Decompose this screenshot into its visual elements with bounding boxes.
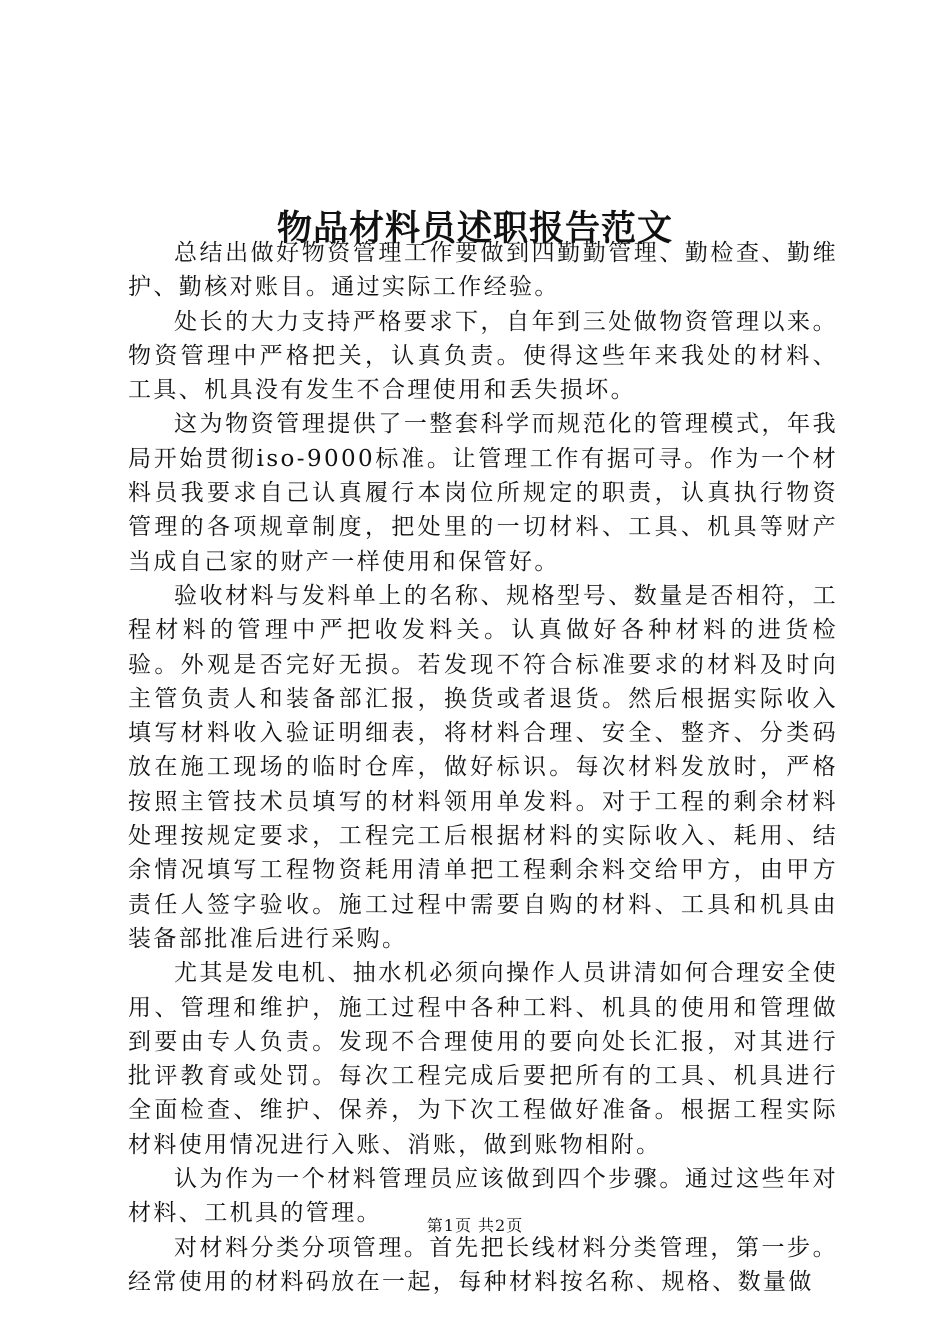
paragraph-3: 这为物资管理提供了一整套科学而规范化的管理模式，年我局开始贯彻iso-9000标准。让管理工作有据可寻。作为一个材料员我要求自己认真履行本岗位所规定的职责，认真执行物资管理的各项规章制度，把处里的一切材料、工具、机具等财产当成自己家的财产一样使用和保管好。 <box>128 411 838 575</box>
paragraph-5: 尤其是发电机、抽水机必须向操作人员讲清如何合理安全使用、管理和维护，施工过程中各种工料、机具的使用和管理做到要由专人负责。发现不合理使用的要向处长汇报，对其进行批评教育或处罚。每次工程完成后要把所有的工具、机具进行全面检查、维护、保养，为下次工程做好准备。根据工程实际材料使用情况进行入账、消账，做到账物相附。 <box>128 960 838 1158</box>
paragraph-1: 总结出做好物资管理工作要做到四勤勤管理、勤检查、勤维护、勤核对账目。通过实际工作经验。 <box>128 240 838 301</box>
document-title: 物品材料员述职报告范文 <box>276 208 673 250</box>
paragraph-2: 处长的大力支持严格要求下，自年到三处做物资管理以来。物资管理中严格把关，认真负责。使得这些年来我处的材料、工具、机具没有发生不合理使用和丢失损坏。 <box>128 308 838 404</box>
paragraph-6: 认为作为一个材料管理员应该做到四个步骤。通过这些年对材料、工机具的管理。 <box>128 1166 838 1227</box>
page-footer: 第1页 共2页 <box>426 1216 524 1235</box>
paragraph-7: 对材料分类分项管理。首先把长线材料分类管理，第一步。经常使用的材料码放在一起，每种材料按名称、规格、数量做 <box>128 1234 838 1295</box>
document-body <box>128 236 838 1299</box>
paragraph-4: 验收材料与发料单上的名称、规格型号、数量是否相符，工程材料的管理中严把收发料关。认真做好各种材料的进货检验。外观是否完好无损。若发现不符合标准要求的材料及时向主管负责人和装备部汇报，换货或者退货。然后根据实际收入填写材料收入验证明细表，将材料合理、安全、整齐、分类码放在施工现场的临时仓库，做好标识。每次材料发放时，严格按照主管技术员填写的材料领用单发料。对于工程的剩余材料处理按规定要求，工程完工后根据材料的实际收入、耗用、结余情况填写工程物资耗用清单把工程剩余料交给甲方，由甲方责任人签字验收。施工过程中需要自购的材料、工具和机具由装备部批准后进行采购。 <box>128 582 838 952</box>
